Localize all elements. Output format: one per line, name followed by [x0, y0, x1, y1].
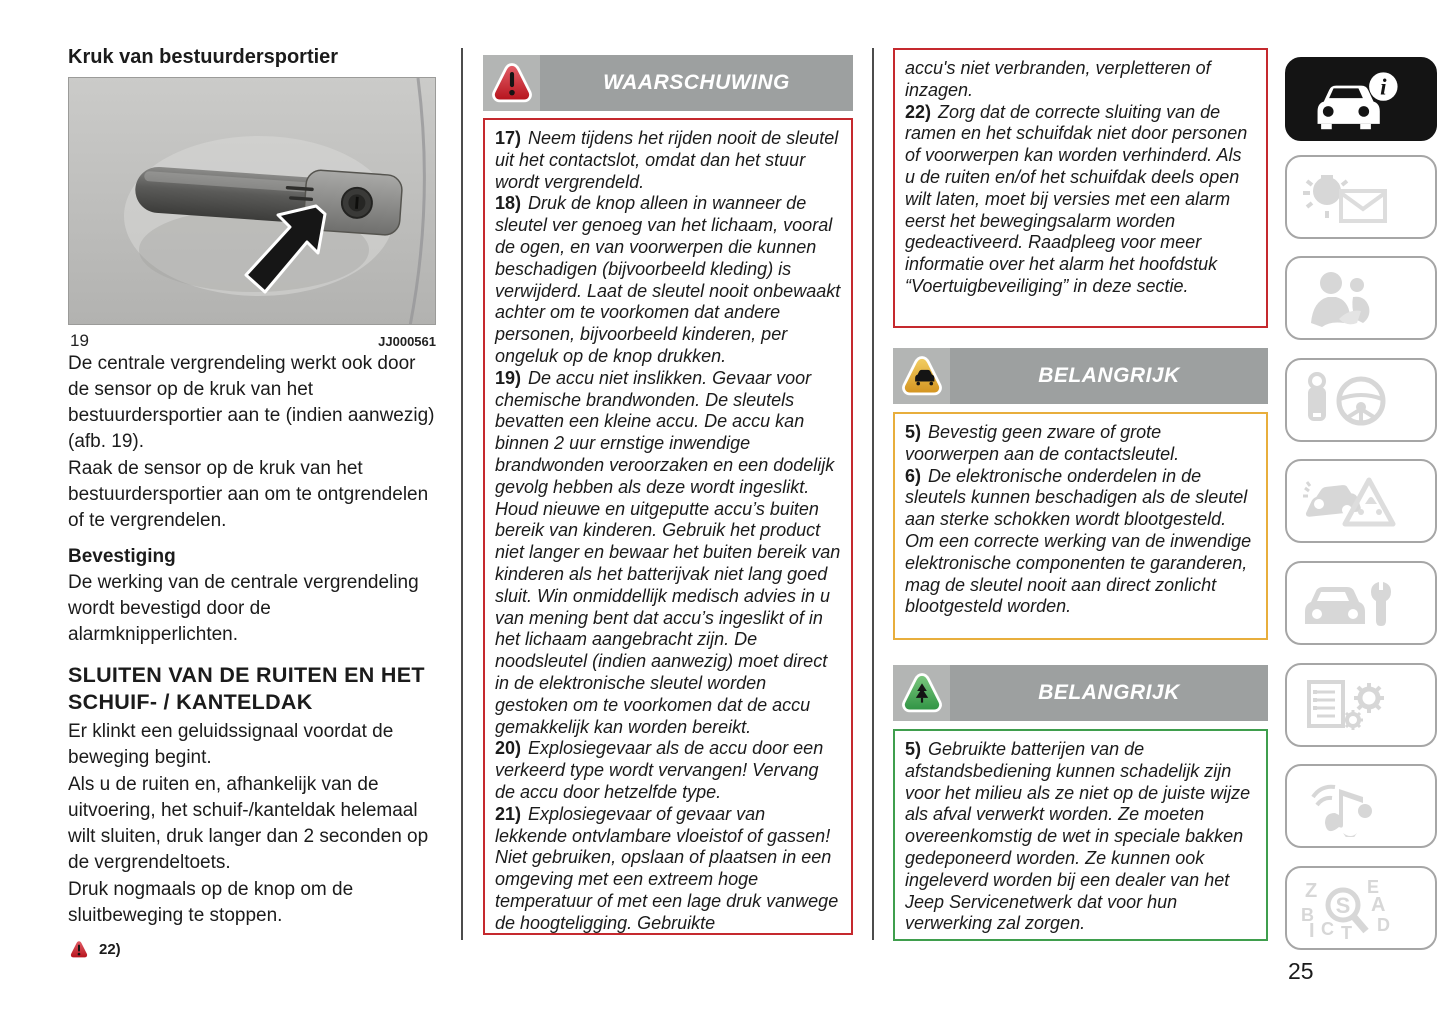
- important-title: BELANGRIJK: [950, 665, 1268, 721]
- warning-item-number: 19): [495, 367, 522, 388]
- important-header-environment: [893, 665, 1268, 721]
- figure-caption: [70, 331, 436, 351]
- svg-text:Z: Z: [1305, 880, 1318, 902]
- svg-text:D: D: [1377, 915, 1390, 935]
- index-search-icon: [1295, 877, 1407, 939]
- door-handle-figure: [68, 77, 436, 325]
- sidebar-tab-emergency[interactable]: [1285, 459, 1437, 543]
- sidebar-tab-index[interactable]: [1285, 866, 1437, 950]
- multimedia-icon: [1295, 775, 1407, 837]
- warning-item-text: Druk de knop alleen in wanneer de sleutel ver genoeg van het lichaam, vooral de ogen, en van voorwerpen die kunnen beschadigen (bijvoorbeeld kleding) is verwijderd. Laat de sleutel nooit onbewaakt achter om te voorkomen dat andere personen, bijvoorbeeld kinderen, per ongeluk op de knop drukken.: [495, 193, 841, 366]
- warning-item-number: 18): [495, 193, 522, 214]
- key-steering-icon: [1295, 369, 1407, 431]
- warning-item-text: Explosiegevaar of gevaar van lekkende ontvlambare vloeistof of gassen! Niet gebruiken, opslaan of plaatsen in een omgeving met een extreem hoge temperatuur of met een lage druk vanwege de hoogteligging. Gebruikte: [495, 803, 839, 933]
- svg-text:I: I: [1309, 920, 1315, 939]
- svg-text:i: i: [1380, 73, 1387, 100]
- important-header-vehicle: [893, 348, 1268, 404]
- page-title: Kruk van bestuurdersportier: [68, 46, 339, 68]
- door-handle-illustration: [69, 78, 436, 325]
- left-column: [68, 46, 438, 960]
- warning-column: [483, 55, 853, 935]
- important-item-number: 5): [905, 422, 922, 442]
- footnote-reference: [68, 939, 438, 960]
- svg-text:B: B: [1301, 905, 1314, 925]
- svg-text:T: T: [1341, 923, 1352, 939]
- figure-code: JJ000561: [378, 334, 436, 349]
- important-box-vehicle: [893, 412, 1268, 640]
- warning-item-number: 20): [495, 738, 522, 759]
- warning-icon-cell: [483, 55, 540, 111]
- sidebar-tab-multimedia[interactable]: [1285, 764, 1437, 848]
- warning-box: [483, 118, 853, 935]
- warning-title: WAARSCHUWING: [540, 55, 853, 111]
- important-item-text: Gebruikte batterijen van de afstandsbediening kunnen schadelijk zijn voor het milieu als ze niet op de juiste wijze als afval verwerkt worden. Ze moeten overeenkomstig de wet in speciale bakken gedeponeerd worden. Ze kunnen ook ingeleverd worden bij een dealer van het Jeep Servicenetwerk dat voor hun verwerking zal zorgen.: [905, 739, 1251, 934]
- sidebar-tab-vehicle-info[interactable]: [1285, 57, 1437, 141]
- warning-triangle-icon: [490, 61, 534, 105]
- sidebar-tab-starting-driving[interactable]: [1285, 358, 1437, 442]
- car-service-icon: [1295, 572, 1407, 634]
- svg-text:S: S: [1335, 893, 1351, 918]
- warning-item-number: 22): [905, 101, 932, 122]
- right-column: [893, 48, 1268, 941]
- important-item: [905, 739, 1256, 935]
- important-item: [905, 466, 1256, 619]
- warning-item-number: 21): [495, 803, 522, 824]
- light-message-icon: [1295, 167, 1407, 227]
- page-number: 25: [1288, 958, 1314, 984]
- warning-item: [905, 102, 1256, 298]
- warning-item-number: 17): [495, 128, 522, 148]
- paragraph: Druk nogmaals op de knop om de sluitbeweging te stoppen.: [68, 879, 354, 926]
- section-heading: SLUITEN VAN DE RUITEN EN HET SCHUIF- / KANTELDAK: [68, 663, 425, 714]
- warning-item-text: Zorg dat de correcte sluiting van de ramen en het schuifdak niet door personen of voorwerpen kan worden verhinderd. Als u de ruiten en/of het schuifdak deels open wilt laten, moet bij versies met een alarm eerst het bewegingsalarm worden gedeactiveerd. Raadpleeg voor meer informatie over het alarm het hoofdstuk “Voertuigbeveiliging” in deze sectie.: [905, 101, 1248, 296]
- sidebar-tab-warning-lights[interactable]: [1285, 155, 1437, 239]
- sidebar-tab-technical-data[interactable]: [1285, 663, 1437, 747]
- warning-continued-box: [893, 48, 1268, 328]
- warning-item: [495, 128, 841, 193]
- important-icon-cell: [893, 348, 950, 404]
- important-icon-cell: [893, 665, 950, 721]
- important-box-environment: [893, 729, 1268, 941]
- important-tree-triangle-icon: [900, 671, 944, 715]
- important-item-number: 6): [905, 465, 922, 486]
- warning-header: [483, 55, 853, 111]
- car-info-icon: [1295, 67, 1413, 131]
- important-item: [905, 422, 1256, 466]
- sidebar-tab-safety[interactable]: [1285, 256, 1437, 340]
- column-divider: [872, 48, 874, 940]
- warning-item: [495, 738, 841, 803]
- warning-item-text: De accu niet inslikken. Gevaar voor chemische brandwonden. De sleutels bevatten een kleine accu. De accu kan binnen 2 uur ernstige inwendige brandwonden veroorzaken en een dodelijk gevolg hebben als deze wordt ingeslikt. Houd nieuwe en uitgeputte accu’s buiten bereik van kinderen. Gebruik het product niet langer en bewaar het buiten bereik van kinderen als het batterijvak niet lang goed sluit. Win onmiddellijk medisch advies in u van mening bent dat accu’s ingeslikt of in het lichaam aangebracht zijn. De noodsleutel (indien aanwezig) moet direct in de elektronische sleutel worden gestoken om te voorkomen dat de accu gemakkelijk kan worden bereikt.: [495, 367, 841, 737]
- figure-number: 19: [70, 331, 89, 350]
- footnote-number: 22): [99, 941, 121, 958]
- section-tab-sidebar: [1285, 0, 1437, 1018]
- important-item-text: Bevestig geen zware of grote voorwerpen aan de contactsleutel.: [905, 422, 1180, 464]
- emergency-triangle-icon: [1295, 470, 1407, 532]
- important-title: BELANGRIJK: [950, 348, 1268, 404]
- warning-item: [495, 804, 841, 935]
- airbag-safety-icon: [1295, 267, 1407, 329]
- warning-item-text: Explosiegevaar als de accu door een verkeerd type wordt vervangen! Vervang de accu door hetzelfde type.: [495, 738, 824, 802]
- column-divider: [461, 48, 463, 940]
- paragraph: Er klinkt een geluidssignaal voordat de beweging begint.: [68, 721, 394, 768]
- sidebar-tab-servicing[interactable]: [1285, 561, 1437, 645]
- warning-item-text: Neem tijdens het rijden nooit de sleutel uit het contactslot, omdat dan het stuur wordt vergrendeld.: [495, 128, 839, 192]
- subsection-heading: Bevestiging: [68, 546, 176, 567]
- warning-item: [495, 193, 841, 367]
- important-item-text: De elektronische onderdelen in de sleutels kunnen beschadigen als de sleutel aan sterke schokken wordt blootgesteld. Om een correcte werking van de inwendige elektronische componenten te garanderen, mag de sleutel nooit aan direct zonlicht blootgesteld worden.: [905, 465, 1252, 617]
- specs-gears-icon: [1295, 674, 1407, 736]
- paragraph: Raak de sensor op de kruk van het bestuurdersportier aan om te ontgrendelen of te vergrendelen.: [68, 458, 429, 531]
- important-car-triangle-icon: [900, 354, 944, 398]
- important-item-number: 5): [905, 739, 922, 759]
- svg-text:A: A: [1371, 894, 1386, 916]
- warning-item: [495, 368, 841, 739]
- paragraph: Als u de ruiten en, afhankelijk van de uitvoering, het schuif-/kanteldak helemaal wilt sluiten, druk langer dan 2 seconden op de vergrendeltoets.: [68, 774, 429, 873]
- svg-text:C: C: [1321, 919, 1334, 939]
- warning-triangle-icon: [68, 939, 90, 960]
- warning-continued-lead: accu's niet verbranden, verpletteren of inzagen.: [905, 58, 1211, 100]
- svg-text:E: E: [1367, 877, 1380, 897]
- paragraph: De centrale vergrendeling werkt ook door de sensor op de kruk van het bestuurdersportier aan te (indien aanwezig) (afb. 19).: [68, 353, 435, 452]
- paragraph: De werking van de centrale vergrendeling wordt bevestigd door de alarmknipperlichten.: [68, 572, 419, 645]
